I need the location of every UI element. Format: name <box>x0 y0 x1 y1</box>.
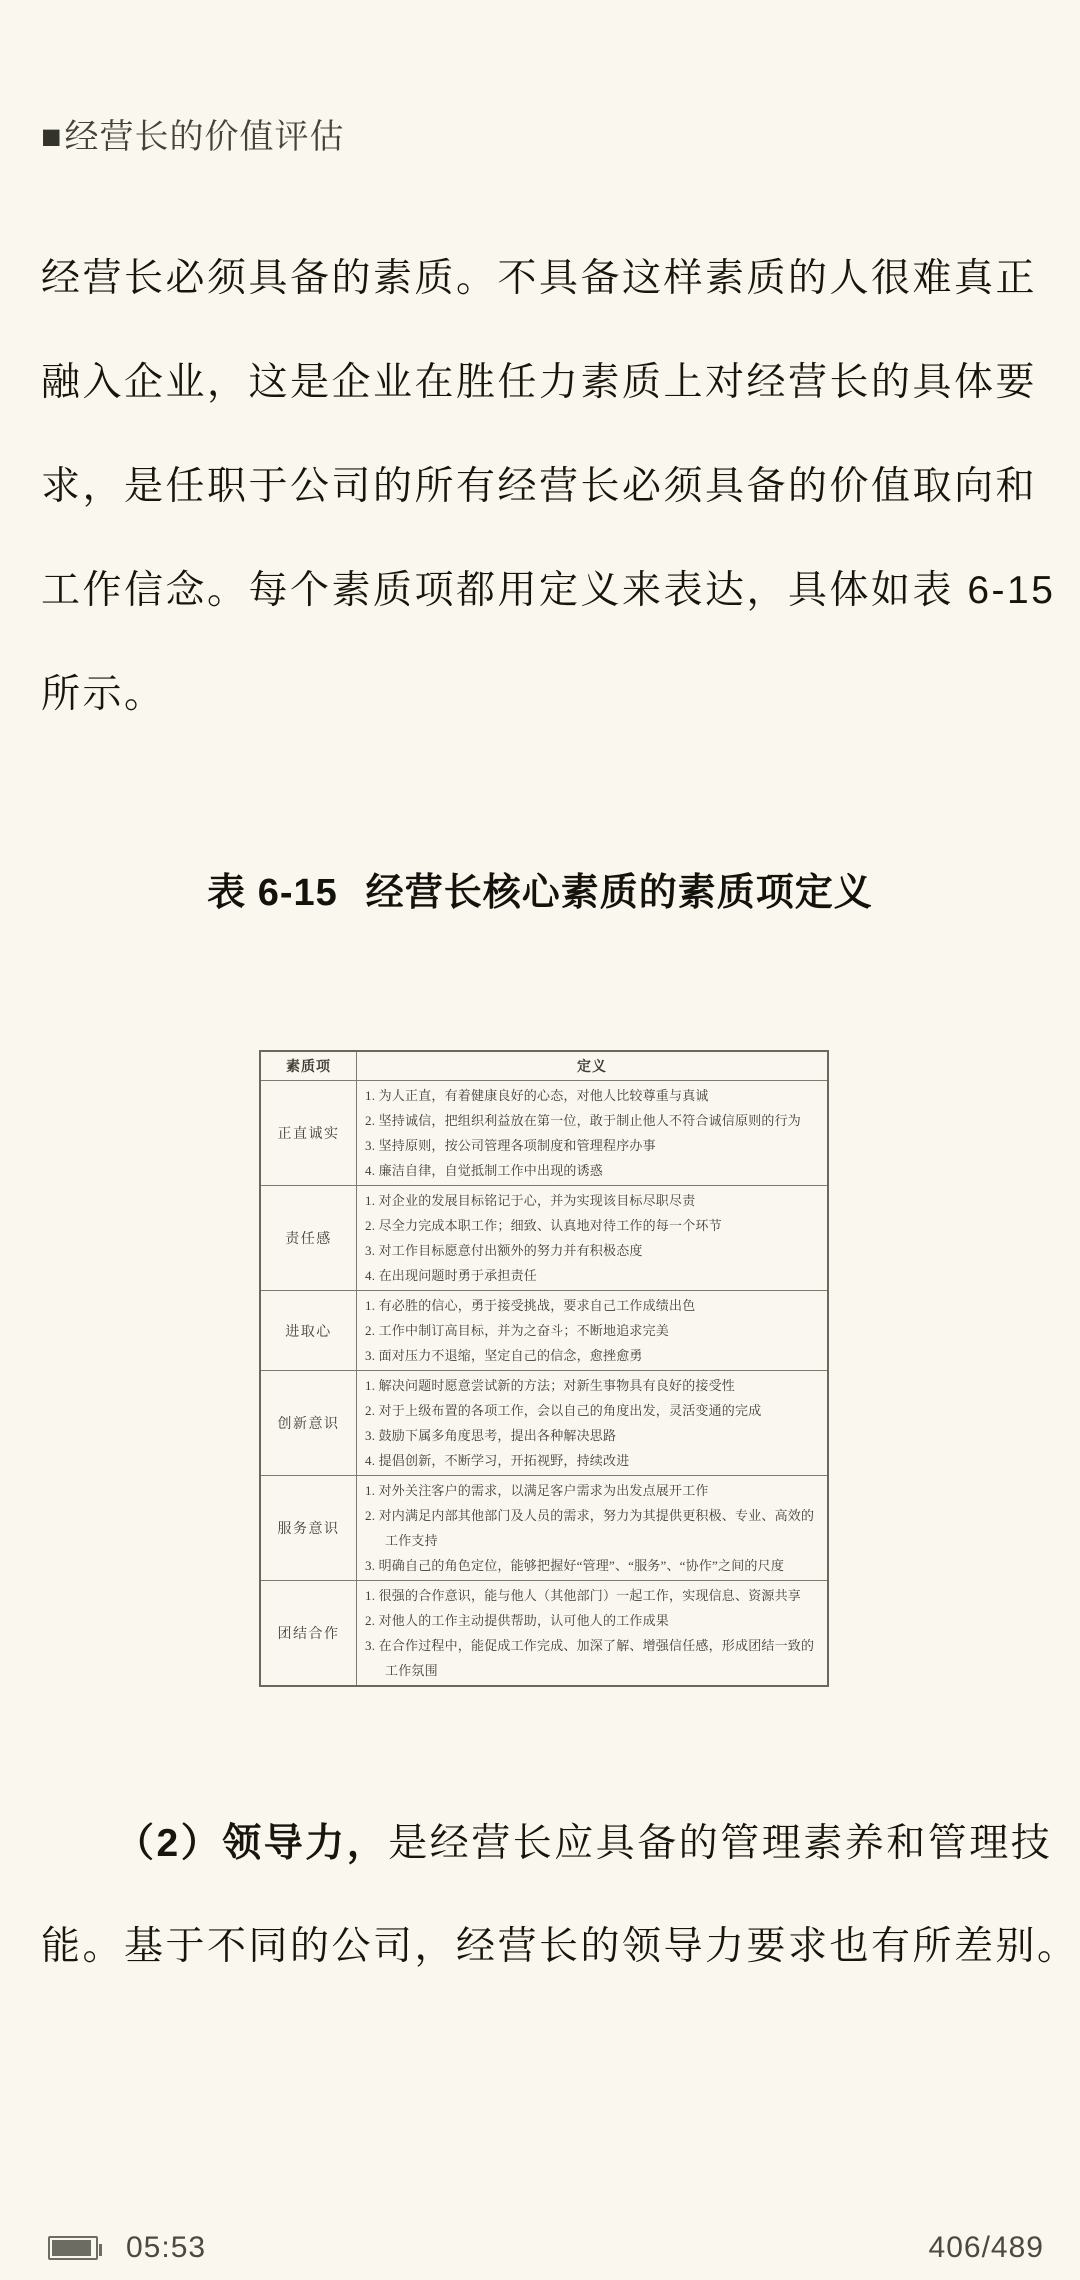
body-paragraph <box>41 227 1055 747</box>
table-row <box>261 1476 827 1581</box>
battery-icon <box>48 2236 98 2260</box>
definition-line: 工作氛围 <box>385 1663 438 1678</box>
row-definition-cell <box>357 1581 827 1685</box>
text-line: 所示。 <box>41 673 166 716</box>
text-run: 是经营长应具备的管理素养和管理技 <box>388 1822 1053 1865</box>
definition-line: 4. 廉洁自律，自觉抵制工作中出现的诱惑 <box>365 1163 604 1178</box>
text-line: 融入企业，这是企业在胜任力素质上对经营长的具体要 <box>41 361 1038 404</box>
section-title: 经营长的价值评估 <box>64 118 345 156</box>
table-row <box>261 1291 827 1371</box>
definition-line: 1. 很强的合作意识，能与他人（其他部门）一起工作，实现信息、资源共享 <box>365 1588 802 1603</box>
definition-line: 1. 对企业的发展目标铭记于心，并为实现该目标尽职尽责 <box>365 1193 696 1208</box>
definition-line: 3. 明确自己的角色定位，能够把握好“管理”、“服务”、“协作”之间的尺度 <box>365 1558 785 1573</box>
definition-line: 2. 对内满足内部其他部门及人员的需求，努力为其提供更积极、专业、高效的 <box>365 1508 815 1523</box>
row-label-cell: 正直诚实 <box>261 1081 357 1185</box>
table-row <box>261 1581 827 1685</box>
text-line: 工作信念。每个素质项都用定义来表达，具体如表 6-15 <box>41 569 1056 612</box>
definition-line: 3. 面对压力不退缩，坚定自己的信念，愈挫愈勇 <box>365 1348 643 1363</box>
table-header-cell: 定义 <box>577 1060 607 1075</box>
definition-line: 1. 有必胜的信心，勇于接受挑战，要求自己工作成绩出色 <box>365 1298 696 1313</box>
text-line <box>41 1792 1079 1895</box>
row-label-cell: 创新意识 <box>261 1371 357 1475</box>
definition-line: 2. 对他人的工作主动提供帮助，认可他人的工作成果 <box>365 1613 670 1628</box>
table-row <box>261 1081 827 1186</box>
definition-line: 2. 尽全力完成本职工作；细致、认真地对待工作的每一个环节 <box>365 1218 722 1233</box>
row-label-cell: 团结合作 <box>261 1581 357 1685</box>
definition-line: 2. 坚持诚信，把组织利益放在第一位，敢于制止他人不符合诚信原则的行为 <box>365 1113 802 1128</box>
table-number: 表 6-15 <box>207 872 338 914</box>
table-row <box>261 1186 827 1291</box>
row-definition-cell <box>357 1291 827 1370</box>
row-definition-cell <box>357 1371 827 1475</box>
definition-line: 4. 在出现问题时勇于承担责任 <box>365 1268 538 1283</box>
definition-line: 3. 在合作过程中，能促成工作完成、加深了解、增强信任感，形成团结一致的 <box>365 1638 815 1653</box>
definition-line: 2. 对于上级布置的各项工作，会以自己的角度出发，灵活变通的完成 <box>365 1403 762 1418</box>
definition-line: 工作支持 <box>385 1533 438 1548</box>
row-label-cell: 进取心 <box>261 1291 357 1370</box>
text-line: 求，是任职于公司的所有经营长必须具备的价值取向和 <box>41 465 1038 508</box>
table-caption: 经营长核心素质的素质项定义 <box>365 872 873 914</box>
row-definition-cell <box>357 1186 827 1290</box>
battery-nub <box>99 2244 102 2256</box>
table-header-row <box>261 1052 827 1081</box>
table-row <box>261 1371 827 1476</box>
row-label-cell: 服务意识 <box>261 1476 357 1580</box>
body-paragraph-2 <box>41 1792 1079 1998</box>
quality-definition-table <box>259 1050 829 1687</box>
row-label-cell: 责任感 <box>261 1186 357 1290</box>
row-definition-cell <box>357 1476 827 1580</box>
definition-line: 4. 提倡创新，不断学习，开拓视野，持续改进 <box>365 1453 630 1468</box>
text-line: 经营长必须具备的素质。不具备这样素质的人很难真正 <box>41 257 1038 300</box>
definition-line: 1. 解决问题时愿意尝试新的方法；对新生事物具有良好的接受性 <box>365 1378 736 1393</box>
text-line: 能。基于不同的公司，经营长的领导力要求也有所差别。 <box>41 1925 1079 1968</box>
definition-line: 3. 鼓励下属多角度思考，提出各种解决思路 <box>365 1428 617 1443</box>
battery-fill <box>52 2240 91 2256</box>
definition-line: 3. 坚持原则，按公司管理各项制度和管理程序办事 <box>365 1138 656 1153</box>
section-header <box>41 117 345 157</box>
definition-line: 1. 为人正直，有着健康良好的心态，对他人比较尊重与真诚 <box>365 1088 709 1103</box>
table-title <box>0 861 1080 916</box>
section-marker-icon: ■ <box>41 118 63 156</box>
leadership-term-bold: （2）领导力， <box>115 1822 389 1865</box>
time-label: 05:53 <box>126 2231 207 2264</box>
definition-line: 2. 工作中制订高目标，并为之奋斗；不断地追求完美 <box>365 1323 670 1338</box>
table-header-cell: 素质项 <box>261 1052 357 1080</box>
definition-line: 3. 对工作目标愿意付出额外的努力并有积极态度 <box>365 1243 643 1258</box>
row-definition-cell <box>357 1081 827 1185</box>
definition-line: 1. 对外关注客户的需求，以满足客户需求为出发点展开工作 <box>365 1483 709 1498</box>
page-indicator: 406/489 <box>928 2231 1044 2264</box>
